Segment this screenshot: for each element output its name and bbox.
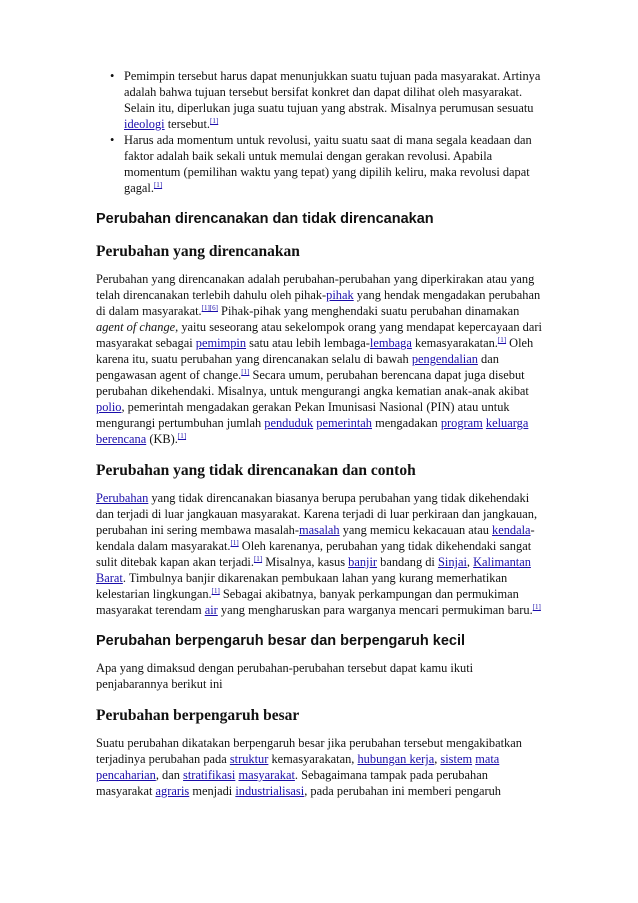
reference-link[interactable]: [1]: [497, 335, 507, 344]
bullet-icon: •: [110, 69, 115, 83]
section-heading: Perubahan direncanakan dan tidak direncanakan: [96, 211, 434, 227]
link-air[interactable]: air: [204, 603, 218, 617]
list-item: [110, 68, 546, 132]
subsection-heading: Perubahan yang direncanakan: [96, 243, 300, 260]
link-pihak[interactable]: pihak: [326, 288, 354, 302]
link-sinjai[interactable]: Sinjai: [437, 555, 467, 569]
link-perubahan[interactable]: Perubahan: [96, 491, 149, 505]
paragraph-influence: Apa yang dimaksud dengan perubahan-perubahan tersebut dapat kamu ikuti penjabarannya berikut ini: [96, 661, 474, 691]
subsection-heading: Perubahan berpengaruh besar: [96, 707, 300, 724]
link-pemerintah[interactable]: pemerintah: [316, 416, 372, 430]
reference-link[interactable]: [1]: [230, 538, 239, 547]
link-kendala[interactable]: kendala: [492, 523, 531, 537]
link-keluarga[interactable]: keluarga: [485, 416, 529, 430]
link-struktur[interactable]: struktur: [229, 752, 269, 766]
link-penduduk[interactable]: penduduk: [264, 416, 314, 430]
bullet-icon: •: [110, 133, 115, 147]
list-item-text: Pemimpin tersebut harus dapat menunjukkan suatu tujuan pada masyarakat. Artinya adalah bahwa tujuan tersebut bersifat konkret dan dapat dilihat oleh masyarakat. Selain itu, diperlukan juga suatu tujuan yang abstrak. Misalnya perumusan sesuatu: [124, 69, 541, 115]
reference-link[interactable]: [1]: [210, 116, 219, 125]
link-lembaga[interactable]: lembaga: [369, 336, 412, 350]
reference-link[interactable]: [1]: [532, 602, 541, 611]
paragraph-planned: Perubahan yang direncanakan adalah perubahan-perubahan yang diperkirakan atau yang telah direncanakan terlebih dahulu oleh pihak-pihak yang hendak mengadakan perubahan di dalam masyarakat.[1][6] Pihak-pihak yang menghendaki suatu perubahan dinamakan agent of change, yaitu seseorang atau sekelompok orang yang mendapat kepercayaan dari masyarakat sebagai pemimpin satu atau lebih lembaga-lembaga kemasyarakatan.[1] Oleh karena itu, suatu perubahan yang direncanakan selalu di bawah pengendalian dan pengawasan agent of change.[1] Secara umum, perubahan berencana dapat juga disebut perubahan dikehendaki. Misalnya, untuk mengurangi angka kematian anak-anak akibat polio, pemerintah mengadakan gerakan Pekan Imunisasi Nasional (PIN) atau untuk mengurangi pertumbuhan jumlah penduduk pemerintah mengadakan program keluarga berencana (KB).[1]: [96, 272, 542, 446]
link-hubungan-kerja[interactable]: hubungan kerja: [357, 752, 435, 766]
paragraph-unplanned: Perubahan yang tidak direncanakan biasanya berupa perubahan yang tidak dikehendaki dan terjadi di luar jangkauan masyarakat. Karena terjadi di luar perkiraan dan jangkauan, perubahan ini sering membawa masalah-masalah yang memicu kekacauan atau kendala-kendala dalam masyarakat.[1] Oleh karenanya, perubahan yang tidak dikehendaki sangat sulit ditebak kapan akan terjadi.[1] Misalnya, kasus banjir bandang di Sinjai, Kalimantan Barat. Timbulnya banjir dikarenakan pembukaan lahan yang kurang memerhatikan kelestarian lingkungan.[1] Sebagai akibatnya, banyak perkampungan dan permukiman masyarakat terendam air yang mengharuskan para warganya mencari permukiman baru.[1]: [96, 491, 541, 617]
section-heading: Perubahan berpengaruh besar dan berpengaruh kecil: [96, 633, 466, 649]
list-item-text: Harus ada momentum untuk revolusi, yaitu suatu saat di mana segala keadaan dan faktor adalah baik sekali untuk memulai dengan gerakan revolusi. Apabila momentum (pemilihan waktu yang tepat) yang dipilih keliru, maka revolusi dapat gagal.: [124, 133, 532, 195]
link-ideologi[interactable]: ideologi: [124, 117, 165, 131]
link-berencana[interactable]: berencana: [96, 432, 147, 446]
list-item-text: tersebut.: [164, 117, 211, 131]
link-pengendalian[interactable]: pengendalian: [411, 352, 478, 366]
link-sistem[interactable]: sistem: [440, 752, 473, 766]
link-kalimantan-barat[interactable]: Kalimantan Barat: [96, 555, 531, 585]
reference-link[interactable]: [1]: [177, 431, 187, 440]
link-mata-pencaharian[interactable]: mata pencaharian: [96, 752, 500, 782]
bullet-list: [96, 68, 546, 196]
link-pemimpin[interactable]: pemimpin: [195, 336, 247, 350]
link-banjir[interactable]: banjir: [348, 555, 378, 569]
document-page: [96, 68, 546, 799]
list-item: [110, 132, 546, 196]
reference-link[interactable]: [1]: [241, 367, 250, 376]
italic-term: agent of change: [96, 320, 176, 334]
reference-link[interactable]: [1][6]: [201, 303, 218, 312]
link-agraris[interactable]: agraris: [155, 784, 190, 798]
link-masalah[interactable]: masalah: [299, 523, 340, 537]
link-masyarakat[interactable]: masyarakat: [238, 768, 295, 782]
reference-link[interactable]: [1]: [253, 554, 263, 563]
subsection-heading: Perubahan yang tidak direncanakan dan contoh: [96, 462, 416, 479]
link-industrialisasi[interactable]: industrialisasi: [235, 784, 305, 798]
reference-link[interactable]: [1]: [153, 180, 163, 189]
link-program[interactable]: program: [440, 416, 483, 430]
paragraph-big: Suatu perubahan dikatakan berpengaruh besar jika perubahan tersebut mengakibatkan terjadinya perubahan pada struktur kemasyarakatan, hubungan kerja, sistem mata pencaharian, dan stratifikasi masyarakat. Sebagaimana tampak pada perubahan masyarakat agraris menjadi industrialisasi, pada perubahan ini memberi pengaruh: [96, 736, 522, 798]
link-stratifikasi[interactable]: stratifikasi: [183, 768, 236, 782]
link-polio[interactable]: polio: [96, 400, 122, 414]
reference-link[interactable]: [1]: [211, 586, 220, 595]
